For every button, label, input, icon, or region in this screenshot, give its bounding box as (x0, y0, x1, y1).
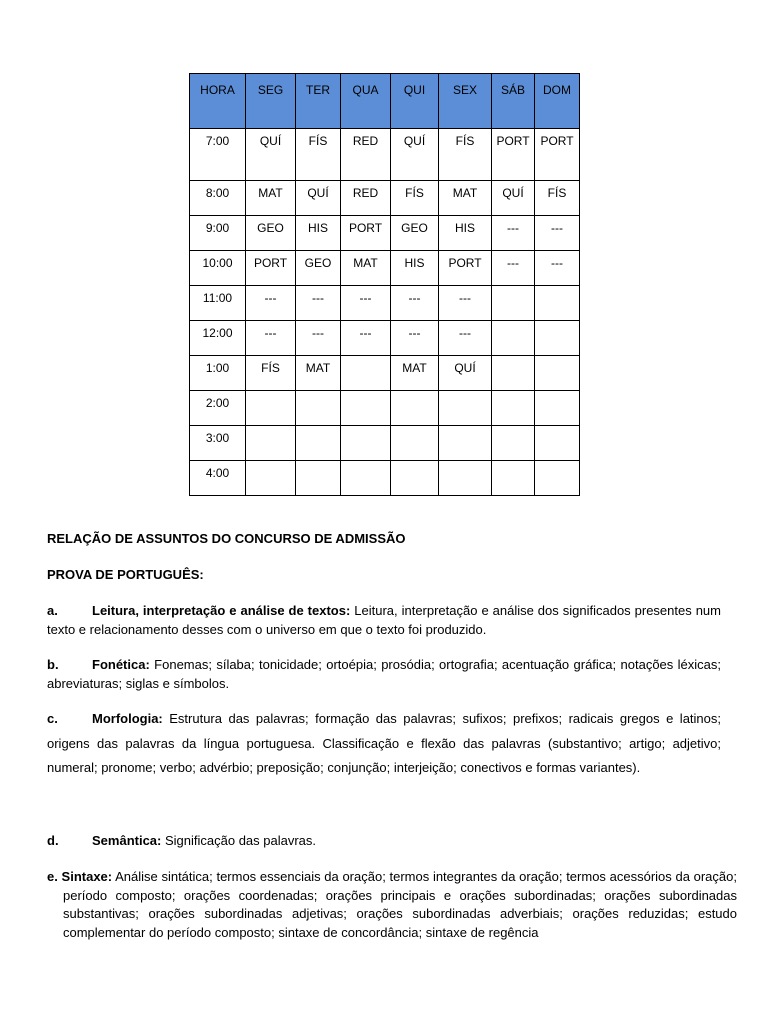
item-a-term: Leitura, interpretação e análise de textos: (92, 603, 351, 618)
table-cell (341, 391, 391, 426)
table-cell (341, 426, 391, 461)
item-a-text: Leitura, interpretação e análise dos significados presentes num texto e relacionamento desses com o universo em que o texto foi produzido. (47, 603, 721, 637)
table-row (190, 461, 580, 496)
item-c-term: Morfologia: (92, 711, 163, 726)
item-e-text: Análise sintática; termos essenciais da oração; termos integrantes da oração; termos acessórios da oração; período composto; orações coordenadas; orações principais e orações subordinadas; orações subordinadas substantivas; orações subordinadas adjetivas; orações subordinadas adverbiais; orações reduzidas; estudo complementar do período composto; sintaxe de concordância; sintaxe de regência (63, 869, 737, 940)
table-cell: HIS (439, 216, 492, 251)
table-cell: --- (391, 286, 439, 321)
table-cell: QUÍ (439, 356, 492, 391)
item-d-letter: d. (47, 833, 59, 848)
table-row (190, 129, 580, 181)
item-b (47, 656, 721, 693)
table-cell: QUÍ (391, 129, 439, 181)
table-cell (492, 426, 535, 461)
table-cell: --- (246, 321, 296, 356)
item-c (47, 707, 721, 781)
header-qui: QUI (391, 74, 439, 129)
table-cell: FÍS (296, 129, 341, 181)
table-cell (439, 391, 492, 426)
table-cell: PORT (439, 251, 492, 286)
table-cell: 4:00 (190, 461, 246, 496)
table-row (190, 181, 580, 216)
table-cell: 1:00 (190, 356, 246, 391)
table-cell (391, 391, 439, 426)
table-row (190, 251, 580, 286)
table-cell: GEO (296, 251, 341, 286)
header-sab: SÁB (492, 74, 535, 129)
table-cell: --- (535, 216, 580, 251)
item-b-letter: b. (47, 657, 59, 672)
table-cell: MAT (246, 181, 296, 216)
table-cell-text: PORT (496, 134, 530, 148)
table-cell: RED (341, 181, 391, 216)
table-cell: FÍS (391, 181, 439, 216)
table-row (190, 216, 580, 251)
table-cell: --- (492, 251, 535, 286)
table-cell: 7:00 (190, 129, 246, 181)
table-cell: --- (246, 286, 296, 321)
table-cell: QUÍ (492, 181, 535, 216)
item-e (47, 868, 737, 942)
table-cell: GEO (391, 216, 439, 251)
schedule-table (189, 73, 580, 496)
table-cell: FÍS (535, 181, 580, 216)
header-sex: SEX (439, 74, 492, 129)
table-cell (492, 391, 535, 426)
header-hora: HORA (190, 74, 246, 129)
table-cell: 8:00 (190, 181, 246, 216)
table-cell: 9:00 (190, 216, 246, 251)
item-c-letter: c. (47, 711, 58, 726)
document-title: RELAÇÃO DE ASSUNTOS DO CONCURSO DE ADMISSÃO (47, 531, 406, 546)
table-cell (246, 461, 296, 496)
table-cell: 11:00 (190, 286, 246, 321)
table-cell: GEO (246, 216, 296, 251)
table-cell: FÍS (439, 129, 492, 181)
table-cell (341, 461, 391, 496)
table-cell: PORT (341, 216, 391, 251)
table-cell: MAT (296, 356, 341, 391)
table-cell: 3:00 (190, 426, 246, 461)
table-cell: QUÍ (246, 129, 296, 181)
table-cell (341, 356, 391, 391)
table-cell (492, 356, 535, 391)
table-cell (296, 391, 341, 426)
table-cell (439, 461, 492, 496)
table-cell: --- (535, 251, 580, 286)
table-cell (439, 426, 492, 461)
table-cell: 10:00 (190, 251, 246, 286)
table-cell (492, 286, 535, 321)
item-e-letter: e. (47, 869, 58, 884)
table-cell: FÍS (246, 356, 296, 391)
table-cell (296, 461, 341, 496)
item-e-term: Sintaxe: (61, 869, 113, 884)
item-d-text: Significação das palavras. (161, 833, 317, 848)
table-cell: HIS (391, 251, 439, 286)
table-cell: --- (341, 321, 391, 356)
table-cell (535, 129, 580, 181)
table-cell: --- (439, 321, 492, 356)
table-row (190, 321, 580, 356)
table-row (190, 426, 580, 461)
header-seg: SEG (246, 74, 296, 129)
table-cell: MAT (341, 251, 391, 286)
table-cell (535, 426, 580, 461)
header-dom (535, 74, 580, 129)
table-cell (492, 129, 535, 181)
item-b-term: Fonética: (92, 657, 150, 672)
table-cell (535, 356, 580, 391)
table-cell (296, 426, 341, 461)
table-cell: --- (391, 321, 439, 356)
table-cell: --- (492, 216, 535, 251)
table-cell (492, 461, 535, 496)
table-cell: --- (341, 286, 391, 321)
table-cell (391, 461, 439, 496)
item-c-text: Estrutura das palavras; formação das palavras; sufixos; prefixos; radicais gregos e latinos; origens das palavras da língua portuguesa. Classificação e flexão das palavras (substantivo; artigo; adjetivo; numeral; pronome; verbo; advérbio; preposição; conjunção; interjeição; conectivos e formas variantes). (47, 711, 721, 775)
table-cell (535, 391, 580, 426)
table-cell: 12:00 (190, 321, 246, 356)
header-dom-label: DOM (543, 83, 571, 97)
table-row (190, 286, 580, 321)
table-cell: --- (439, 286, 492, 321)
item-b-text: Fonemas; sílaba; tonicidade; ortoépia; prosódia; ortografia; acentuação gráfica; notações léxicas; abreviaturas; siglas e símbolos. (47, 657, 721, 691)
table-row (190, 356, 580, 391)
table-cell: QUÍ (296, 181, 341, 216)
table-cell: --- (296, 286, 341, 321)
table-cell (246, 426, 296, 461)
schedule-header-row (190, 74, 580, 129)
header-qua: QUA (341, 74, 391, 129)
table-row (190, 391, 580, 426)
item-a-letter: a. (47, 603, 58, 618)
table-cell: --- (296, 321, 341, 356)
table-cell (246, 391, 296, 426)
item-a (47, 602, 721, 639)
table-cell (535, 321, 580, 356)
table-cell (535, 286, 580, 321)
table-cell: PORT (246, 251, 296, 286)
table-cell-text: PORT (540, 134, 574, 148)
document-subtitle: PROVA DE PORTUGUÊS: (47, 567, 204, 582)
item-d (47, 832, 721, 851)
item-d-term: Semântica: (92, 833, 162, 848)
table-cell (535, 461, 580, 496)
table-cell: MAT (391, 356, 439, 391)
table-cell: HIS (296, 216, 341, 251)
header-ter: TER (296, 74, 341, 129)
table-cell: 2:00 (190, 391, 246, 426)
table-cell (492, 321, 535, 356)
table-cell (391, 426, 439, 461)
table-cell: MAT (439, 181, 492, 216)
table-cell: RED (341, 129, 391, 181)
